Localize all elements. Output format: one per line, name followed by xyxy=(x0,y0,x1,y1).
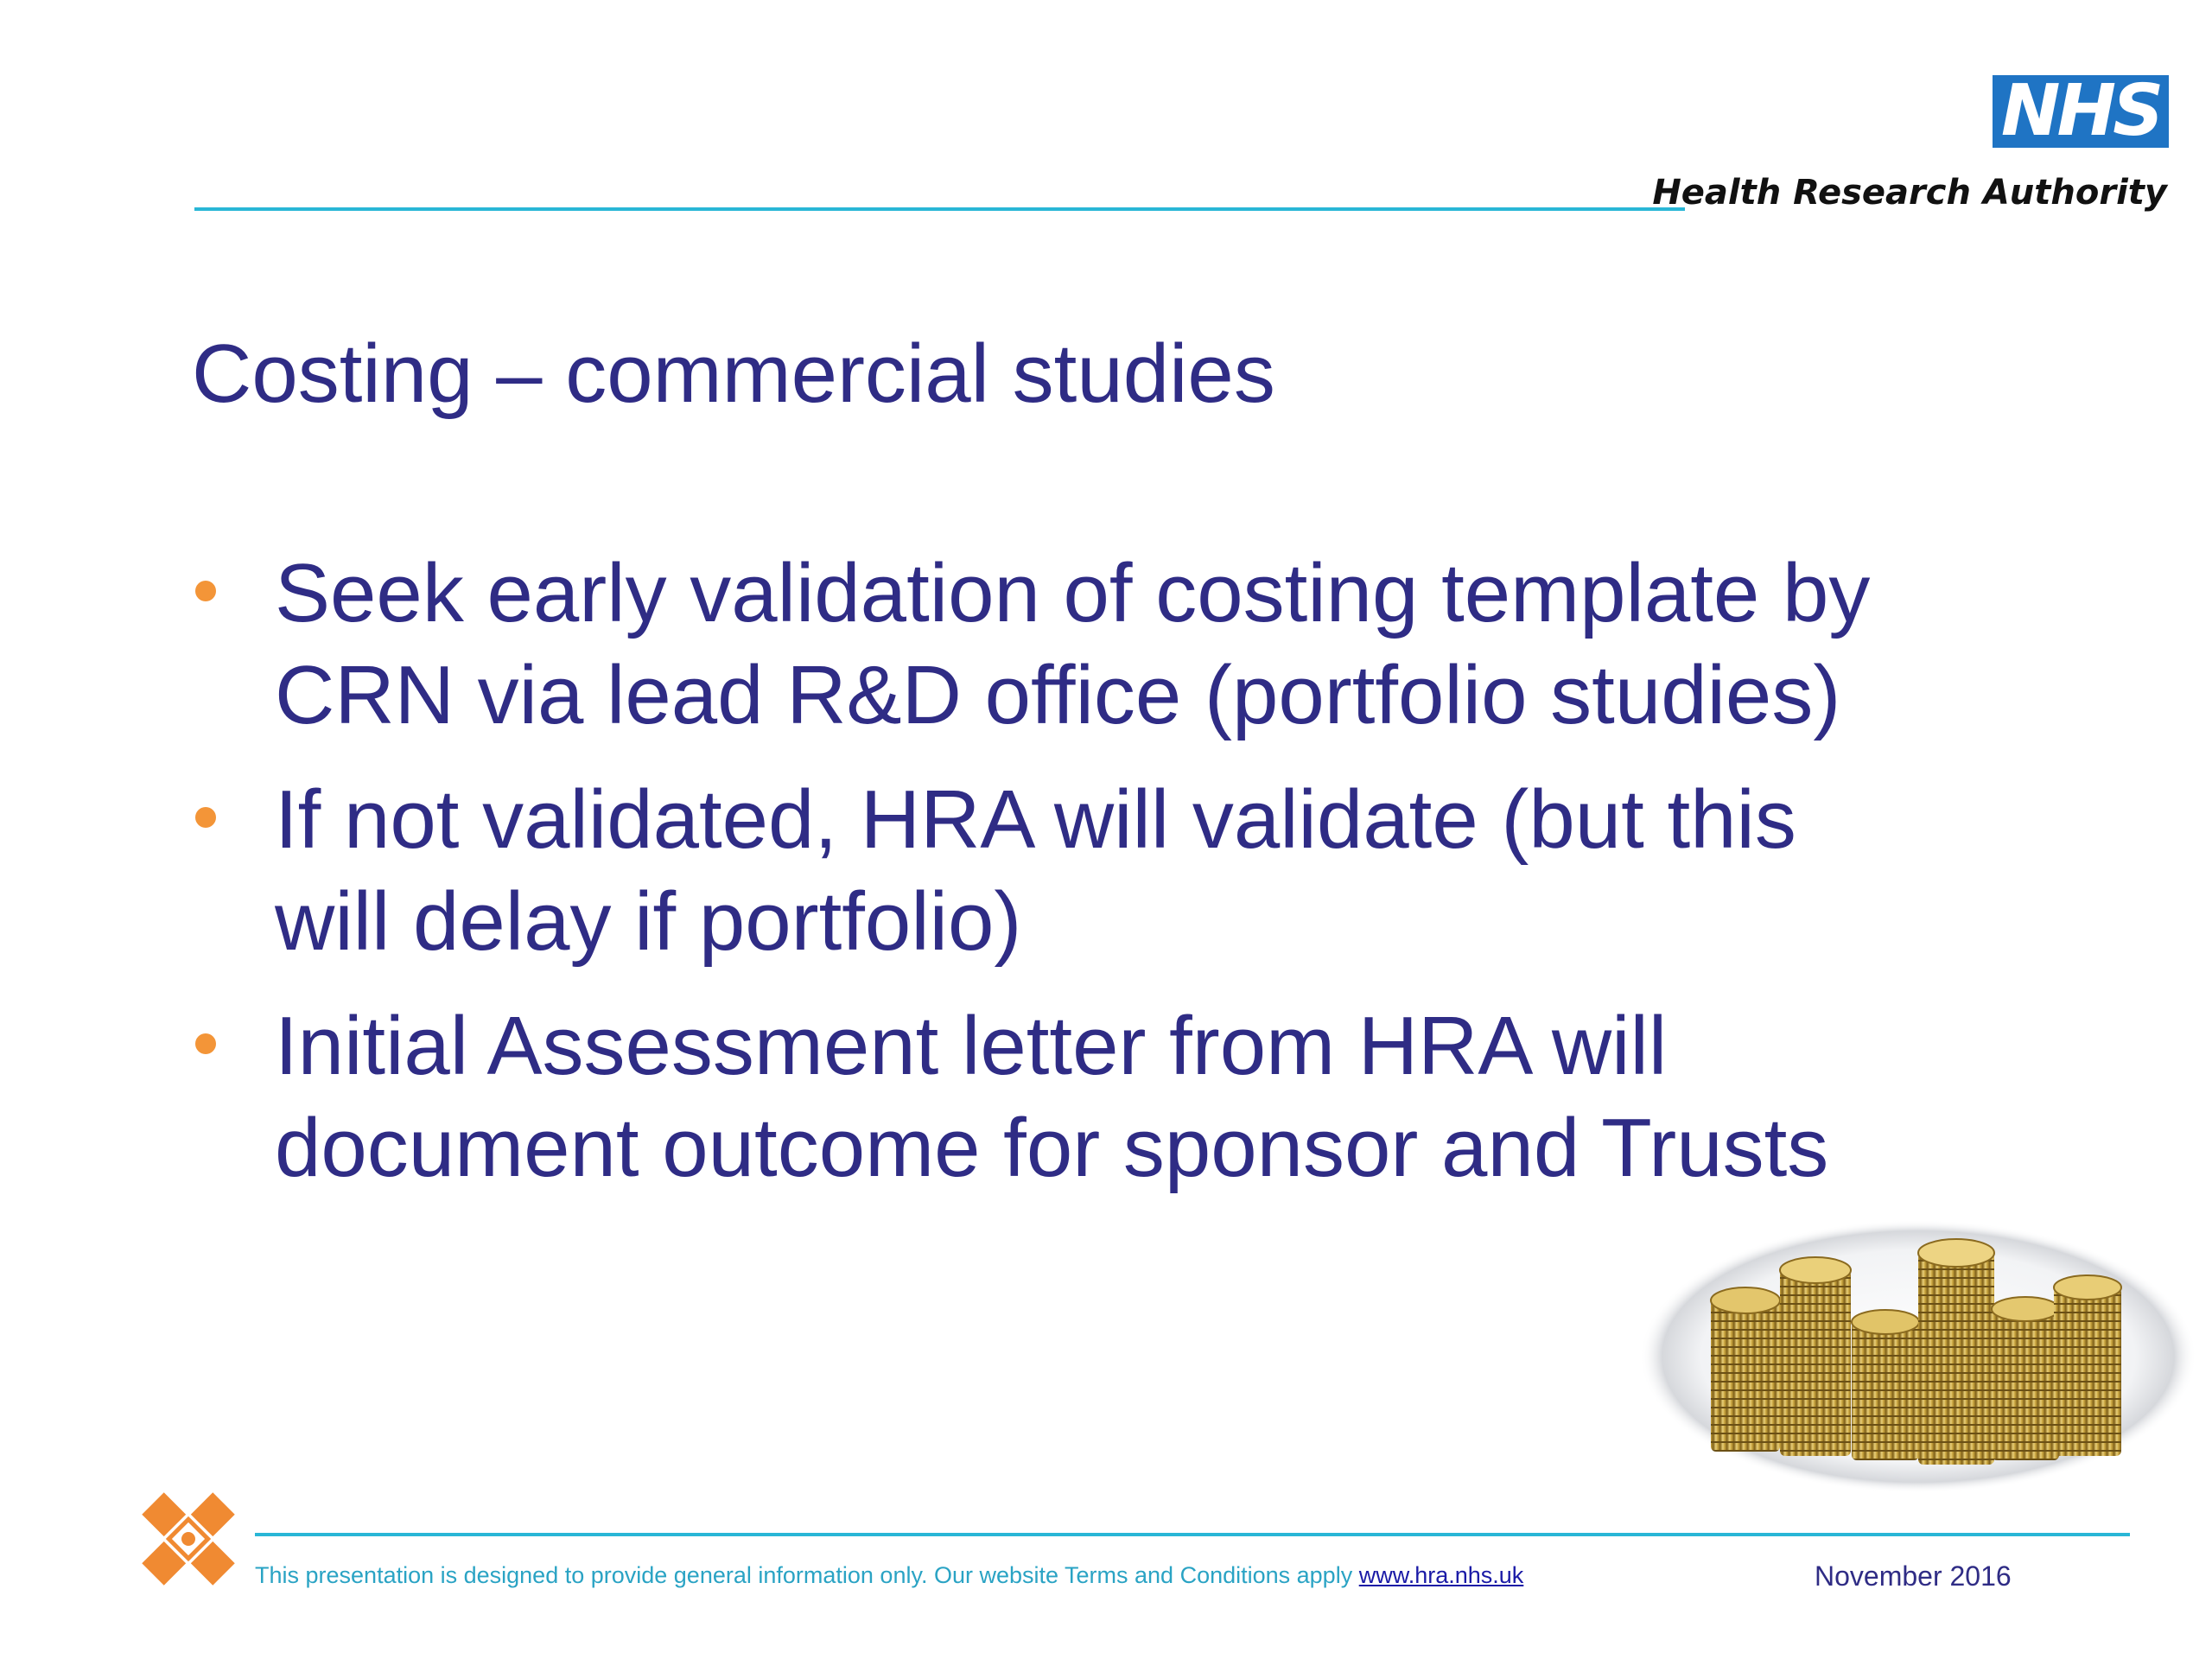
bullet-marker-icon xyxy=(195,807,216,828)
bullet-marker-icon xyxy=(195,581,216,601)
bullet-text-line: Seek early validation of costing template by xyxy=(275,547,1871,639)
footer-date: November 2016 xyxy=(1815,1560,2012,1592)
bullet-text-line: If not validated, HRA will validate (but this xyxy=(275,773,1796,866)
coin-stacks-image xyxy=(1637,1218,2199,1495)
bullet-text-line: CRN via lead R&D office (portfolio studies) xyxy=(275,649,1841,741)
nhs-logo-text: NHS xyxy=(2000,70,2161,152)
bullet-text-line: will delay if portfolio) xyxy=(275,875,1022,968)
header-rule xyxy=(194,207,1685,211)
bullet-text-line: document outcome for sponsor and Trusts xyxy=(275,1102,1829,1194)
footer-disclaimer xyxy=(255,1562,1523,1589)
slide-title: Costing – commercial studies xyxy=(192,327,1275,420)
bullet-marker-icon xyxy=(195,1033,216,1054)
bullet-item xyxy=(192,769,2006,973)
nhs-logo xyxy=(1993,70,2169,152)
bullet-item xyxy=(192,995,2006,1199)
bullet-list xyxy=(192,543,2006,1222)
bullet-item xyxy=(192,543,2006,747)
bullet-text-line: Initial Assessment letter from HRA will xyxy=(275,1000,1668,1092)
disclaimer-text: This presentation is designed to provide general information only. Our website Terms and Conditions apply xyxy=(255,1562,1359,1588)
footer-rule xyxy=(255,1533,2130,1536)
website-link[interactable]: www.hra.nhs.uk xyxy=(1358,1562,1524,1588)
hra-emblem-icon xyxy=(131,1482,245,1596)
organisation-name: Health Research Authority xyxy=(1652,173,2167,213)
